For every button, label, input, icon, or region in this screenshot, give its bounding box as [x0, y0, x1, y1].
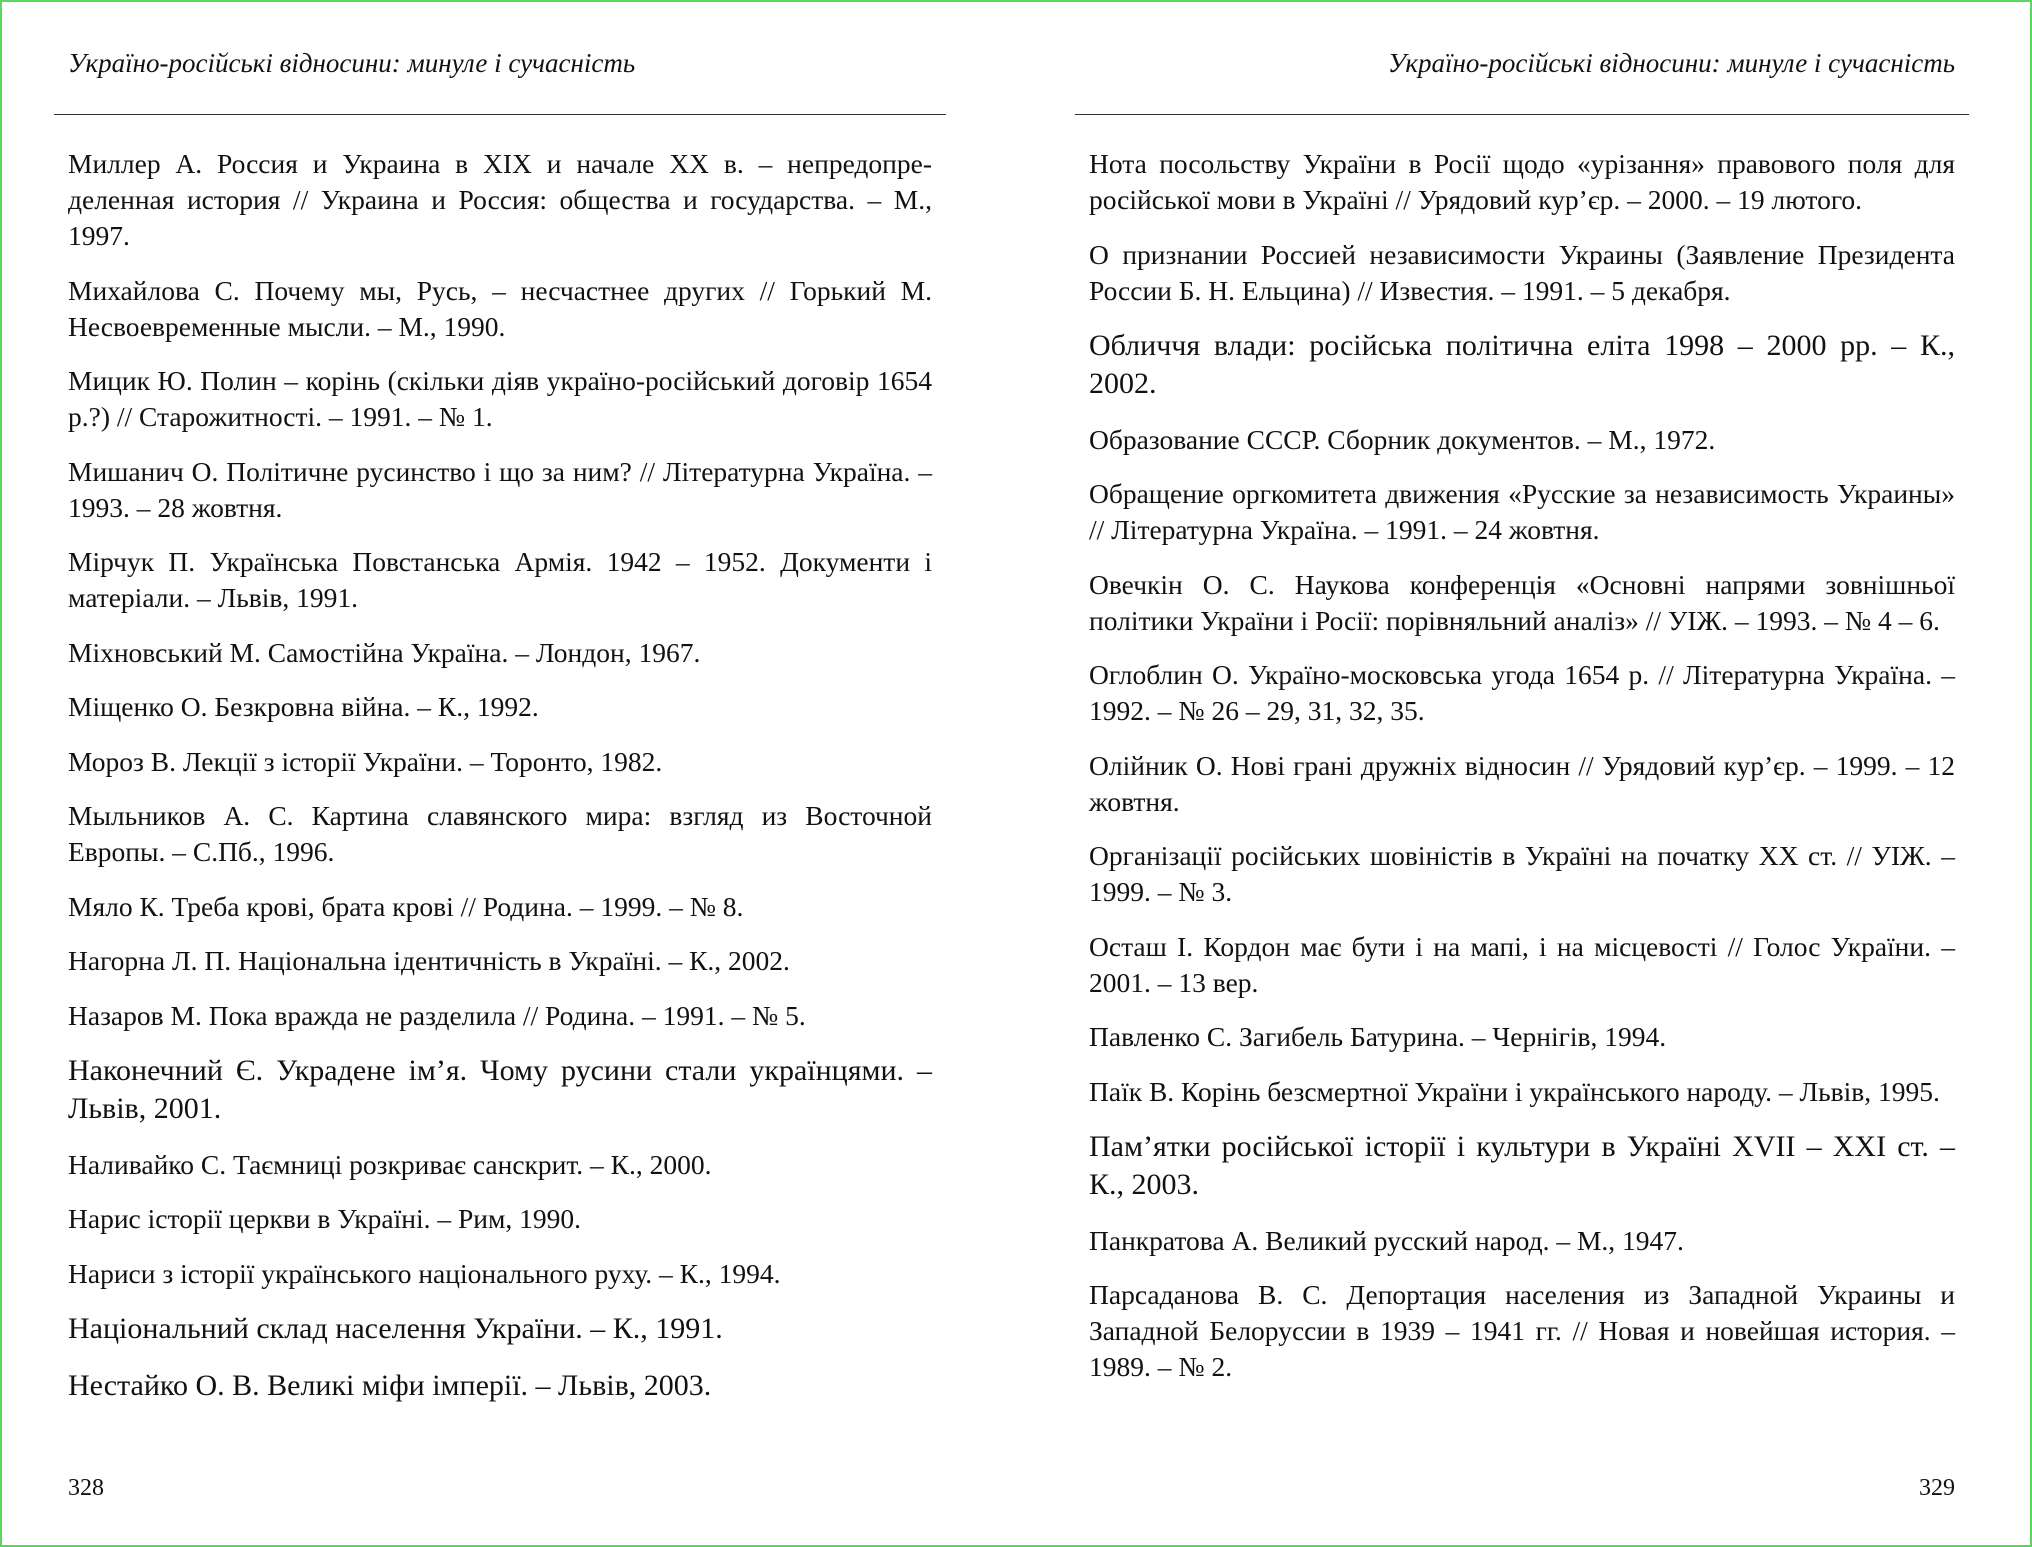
bibliography-entry: Назаров М. Пока вражда не разделила // Родина. – 1991. – № 5.: [68, 999, 806, 1031]
bibliography-entry: Павленко С. Загибель Батурина. – Чернігів, 1994.: [1089, 1021, 1667, 1052]
bibliography-list: [1089, 146, 1955, 1404]
bibliography-entry: Мороз В. Лекції з історії України. – Торонто, 1982.: [68, 745, 663, 777]
bibliography-entry: Міхновський М. Самостійна Україна. – Лондон, 1967.: [68, 636, 701, 668]
bibliography-entry: Олійник О. Нові грані дружніх відносин // Урядовий кур’єр. – 1999. – 12 жовтня.: [1089, 749, 1955, 817]
bibliography-entry: Нота посольству України в Росії щодо «урізання» правового поля для російської мови в Україні // Урядовий кур’єр. – 2000. – 19 лютого.: [1089, 148, 1955, 215]
bibliography-entry: Міщенко О. Безкровна війна. – К., 1992.: [68, 691, 539, 722]
bibliography-entry: Обращение оргкомитета движения «Русские за независимость Украины» // Літературна Україна. – 1991. – 24 жовтня.: [1089, 478, 1955, 545]
left-page: [54, 2, 946, 1545]
bibliography-entry: Осташ І. Кордон має бути і на мапі, і на місцевості // Голос України. – 2001. – 13 вер.: [1089, 930, 1955, 998]
bibliography-entry: Наконечний Є. Украдене ім’я. Чому русини стали українцями. – Львів, 2001.: [68, 1054, 932, 1125]
page-number: 329: [1919, 1475, 1955, 1501]
bibliography-entry: Наливайко С. Таємниці розкриває санскрит. – К., 2000.: [68, 1148, 712, 1180]
bibliography-entry: Мишанич О. Політичне русинство і що за ним? // Літературна Україна. – 1993. – 28 жовтня.: [68, 455, 932, 523]
bibliography-entry: Образование СССР. Сборник документов. – М., 1972.: [1089, 423, 1716, 455]
bibliography-entry: Нагорна Л. П. Національна ідентичність в Україні. – К., 2002.: [68, 945, 790, 976]
bibliography-entry: Овечкін О. С. Наукова конференція «Основні напрями зовнішньої політики України і Росії: порівняльний аналіз» // УІЖ. – 1993. – № 4 – 6.: [1089, 568, 1955, 636]
header-rule: [1075, 114, 1969, 115]
running-head: Україно-російські відносини: минуле і сучасність: [68, 48, 636, 78]
bibliography-entry: Паїк В. Корінь безсмертної України і українського народу. – Львів, 1995.: [1089, 1075, 1940, 1107]
bibliography-entry: Панкратова А. Великий русский народ. – М., 1947.: [1089, 1224, 1684, 1256]
bibliography-entry: Мяло К. Треба крові, брата крові // Родина. – 1999. – № 8.: [68, 890, 744, 922]
page-number: 328: [68, 1475, 104, 1501]
bibliography-entry: Організації російських шовіністів в Україні на початку ХХ ст. // УІЖ. – 1999. – № 3.: [1089, 840, 1955, 907]
bibliography-list: [68, 146, 932, 1423]
bibliography-entry: Обличчя влади: російська політична еліта 1998 – 2000 рр. – К., 2002.: [1089, 329, 1955, 400]
bibliography-entry: Парсаданова В. С. Депортация населения из Западной Украины и Западной Белоруссии в 1939 – 1941 гг. // Новая и новейшая история. – 1989. – № 2.: [1089, 1279, 1955, 1382]
bibliography-entry: Нариси з історії українського національного руху. – К., 1994.: [68, 1257, 781, 1289]
bibliography-entry: Мірчук П. Українська Повстанська Армія. 1942 – 1952. Документи і матеріали. – Львів, 1991.: [68, 546, 932, 613]
bibliography-entry: Мыльников А. С. Картина славянского мира: взгляд из Восточной Европы. – С.Пб., 1996.: [68, 800, 932, 867]
right-page: [1075, 2, 1969, 1545]
bibliography-entry: Миллер А. Россия и Украина в XIX и начале XX в. – непредопределенная история // Украина и Россия: общества и государства. – М., 1997.: [68, 148, 932, 251]
bibliography-entry: Нестайко О. В. Великі міфи імперії. – Львів, 2003.: [68, 1368, 712, 1402]
bibliography-entry: Мицик Ю. Полин – корінь (скільки діяв україно-російський договір 1654 р.?) // Старожитності. – 1991. – № 1.: [68, 365, 932, 432]
bibliography-entry: Національний склад населення України. – К., 1991.: [68, 1312, 723, 1345]
bibliography-entry: Нарис історії церкви в Україні. – Рим, 1990.: [68, 1203, 582, 1234]
bibliography-entry: О признании Россией независимости Украины (Заявление Президента России Б. Н. Ельцина) // Известия. – 1991. – 5 декабря.: [1089, 238, 1955, 306]
bibliography-entry: Михайлова С. Почему мы, Русь, – несчастнее других // Горький М. Несвоевременные мысли. – М., 1990.: [68, 274, 932, 342]
bibliography-entry: Оглоблин О. Україно-московська угода 1654 р. // Літературна Україна. – 1992. – № 26 – 29, 31, 32, 35.: [1089, 659, 1955, 726]
running-head: Україно-російські відносини: минуле і сучасність: [1387, 48, 1955, 78]
header-rule: [54, 114, 946, 115]
bibliography-entry: Пам’ятки російської історії і культури в Україні XVII – XXI ст. – К., 2003.: [1089, 1130, 1955, 1201]
